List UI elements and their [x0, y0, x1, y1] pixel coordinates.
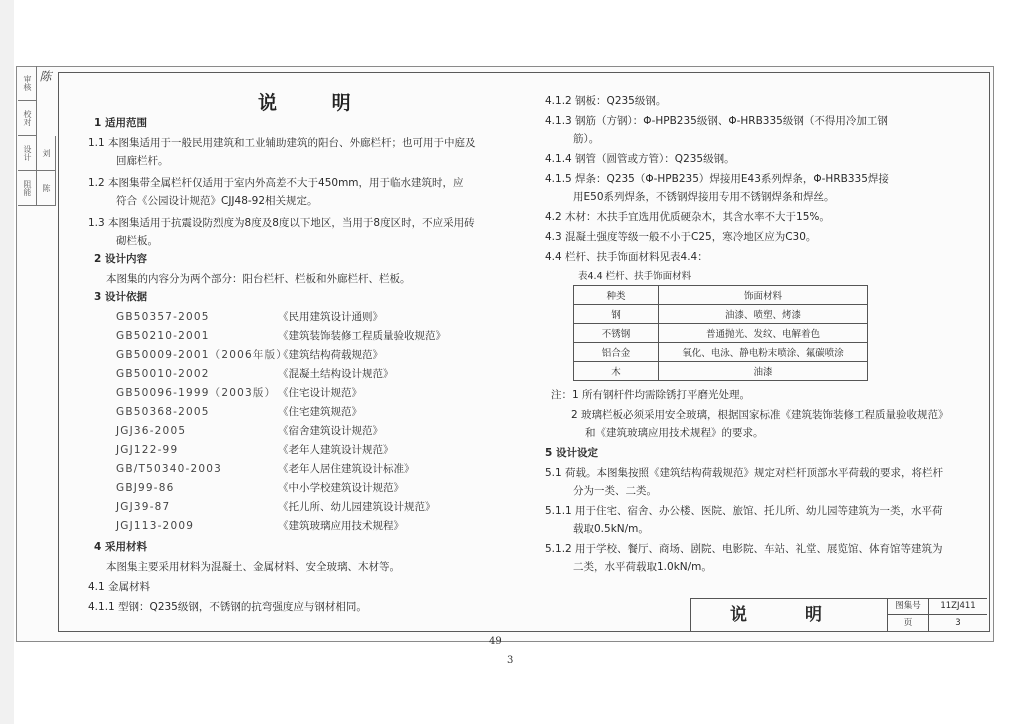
standard-code: GB50368-2005	[116, 406, 210, 418]
table-row	[574, 324, 868, 343]
standard-code: JGJ113-2009	[116, 520, 195, 532]
finish-materials-table	[573, 285, 868, 381]
table-cell: 氧化、电泳、静电粉末喷涂、氟碳喷涂	[659, 343, 868, 362]
text-line: 4.2 木材：木扶手宜选用优质硬杂木，其含水率不大于15%。	[545, 211, 830, 223]
atlas-value: 11ZJ411	[940, 601, 976, 611]
standard-code: GB/T50340-2003	[116, 463, 223, 475]
table-row	[574, 362, 868, 381]
standard-name: 《宿舍建筑设计规范》	[278, 425, 383, 437]
inner-page-number: 3	[507, 655, 514, 666]
text-line: 1.1 本图集适用于一般民用建筑和工业辅助建筑的阳台、外廊栏杆；也可用于中庭及	[88, 137, 476, 149]
table-header-cell: 种类	[574, 286, 659, 305]
text-line: 4.1.3 钢筋（方钢）：Φ-HPB235级钢、Φ-HRB335级钢（不得用冷加工钢	[545, 115, 888, 127]
text-line: 5.1.2 用于学校、餐厅、商场、剧院、电影院、车站、礼堂、展览馆、体育馆等建筑为	[545, 543, 943, 555]
table-cell: 油漆、喷塑、烤漆	[659, 305, 868, 324]
note-line: 和《建筑玻璃应用技术规程》的要求。	[585, 427, 764, 439]
table-cell: 普通抛光、发纹、电解着色	[659, 324, 868, 343]
text-line: 二类，水平荷载取1.0kN/m。	[573, 561, 712, 573]
atlas-label: 图集号	[888, 599, 929, 614]
text-line: 4.1.4 钢管（圆管或方管）：Q235级钢。	[545, 153, 735, 165]
text-line: 4.3 混凝土强度等级一般不小于C25，寒冷地区应为C30。	[545, 231, 817, 243]
table-row	[574, 305, 868, 324]
standard-name: 《住宅建筑规范》	[278, 406, 362, 418]
strip-cell: 阻能	[18, 171, 37, 206]
text-line: 回廊栏杆。	[116, 155, 169, 167]
binding-strip	[18, 66, 56, 262]
table-caption: 表4.4 栏杆、扶手饰面材料	[578, 271, 692, 282]
strip-cell: 校对	[18, 101, 37, 136]
strip-cell: 设计	[18, 136, 37, 171]
standard-code: GBJ99-86	[116, 482, 175, 494]
text-line: 4.1.1 型钢：Q235级钢，不锈钢的抗弯强度应与钢材相同。	[88, 601, 367, 613]
text-line: 1.2 本图集带全属栏杆仅适用于室内外高差不大于450mm，用于临水建筑时，应	[88, 177, 464, 189]
section-heading: 2 设计内容	[94, 253, 147, 265]
reviewer-signature: 陈	[38, 70, 52, 82]
section-heading: 1 适用范围	[94, 117, 147, 129]
text-line: 筋）。	[573, 133, 600, 145]
page-title: 说 明	[258, 92, 375, 114]
table-cell: 不锈钢	[574, 324, 659, 343]
text-line: 分为一类、二类。	[573, 485, 657, 497]
text-line: 载取0.5kN/m。	[573, 523, 649, 535]
table-header-row	[574, 286, 868, 305]
standard-code: GB50096-1999（2003版）	[116, 387, 277, 399]
table-cell: 铝合金	[574, 343, 659, 362]
scan-edge-shade	[0, 0, 14, 724]
outer-page-number: 49	[489, 636, 502, 647]
standard-name: 《住宅设计规范》	[278, 387, 362, 399]
text-line: 符合《公园设计规范》CJJ48-92相关规定。	[116, 195, 318, 207]
table-header-cell: 饰面材料	[659, 286, 868, 305]
note-line: 注：1 所有钢杆件均需除锈打平磨光处理。	[551, 389, 751, 401]
page-value: 3	[955, 618, 961, 628]
text-line: 本图集主要采用材料为混凝土、金属材料、安全玻璃、木材等。	[106, 561, 400, 573]
title-block-atlas-row	[888, 599, 987, 615]
title-block	[690, 598, 987, 631]
standard-name: 《建筑结构荷载规范》	[278, 349, 383, 361]
standard-code: GB50210-2001	[116, 330, 210, 342]
title-block-name: 说 明	[691, 599, 888, 631]
section-heading: 3 设计依据	[94, 291, 147, 303]
text-line: 4.4 栏杆、扶手饰面材料见表4.4：	[545, 251, 708, 263]
text-line: 4.1.2 钢板：Q235级钢。	[545, 95, 667, 107]
section-heading: 5 设计设定	[545, 447, 598, 459]
standard-code: GB50009-2001（2006年版）	[116, 349, 288, 361]
title-block-page-row	[888, 615, 987, 631]
section-heading: 4 采用材料	[94, 541, 147, 553]
standard-name: 《老年人居住建筑设计标准》	[278, 463, 415, 475]
standard-name: 《托儿所、幼儿园建筑设计规范》	[278, 501, 436, 513]
text-line: 4.1.5 焊条：Q235（Φ-HPB235）焊接用E43系列焊条，Φ-HRB335焊接	[545, 173, 889, 185]
strip-cell: 陈	[37, 171, 56, 206]
standard-code: JGJ36-2005	[116, 425, 187, 437]
standard-code: JGJ122-99	[116, 444, 179, 456]
note-line: 2 玻璃栏板必须采用安全玻璃，根据国家标准《建筑装饰装修工程质量验收规范》	[571, 409, 949, 421]
text-line: 5.1.1 用于住宅、宿舍、办公楼、医院、旅馆、托儿所、幼儿园等建筑为一类，水平荷	[545, 505, 943, 517]
table-cell: 油漆	[659, 362, 868, 381]
text-line: 5.1 荷载。本图集按照《建筑结构荷载规范》规定对栏杆顶部水平荷载的要求，将栏杆	[545, 467, 944, 479]
text-line: 本图集的内容分为两个部分：阳台栏杆、栏板和外廊栏杆、栏板。	[106, 273, 411, 285]
text-line: 砌栏板。	[116, 235, 158, 247]
standard-name: 《老年人建筑设计规范》	[278, 444, 394, 456]
table-cell: 木	[574, 362, 659, 381]
table-cell: 钢	[574, 305, 659, 324]
strip-cell: 刘	[37, 136, 56, 171]
text-line: 1.3 本图集适用于抗震设防烈度为8度及8度以下地区，当用于8度区时，不应采用砖	[88, 217, 475, 229]
standard-name: 《混凝土结构设计规范》	[278, 368, 394, 380]
standard-name: 《建筑玻璃应用技术规程》	[278, 520, 404, 532]
page-label: 页	[888, 615, 929, 631]
standard-code: GB50357-2005	[116, 311, 210, 323]
text-line: 用E50系列焊条，不锈钢焊接用专用不锈钢焊条和焊丝。	[573, 191, 835, 203]
text-line: 4.1 金属材料	[88, 581, 151, 593]
standard-code: JGJ39-87	[116, 501, 171, 513]
strip-cell: 审核	[18, 66, 37, 101]
standard-name: 《建筑装饰装修工程质量验收规范》	[278, 330, 446, 342]
table-row	[574, 343, 868, 362]
standard-name: 《民用建筑设计通则》	[278, 311, 383, 323]
standard-name: 《中小学校建筑设计规范》	[278, 482, 404, 494]
standard-code: GB50010-2002	[116, 368, 210, 380]
